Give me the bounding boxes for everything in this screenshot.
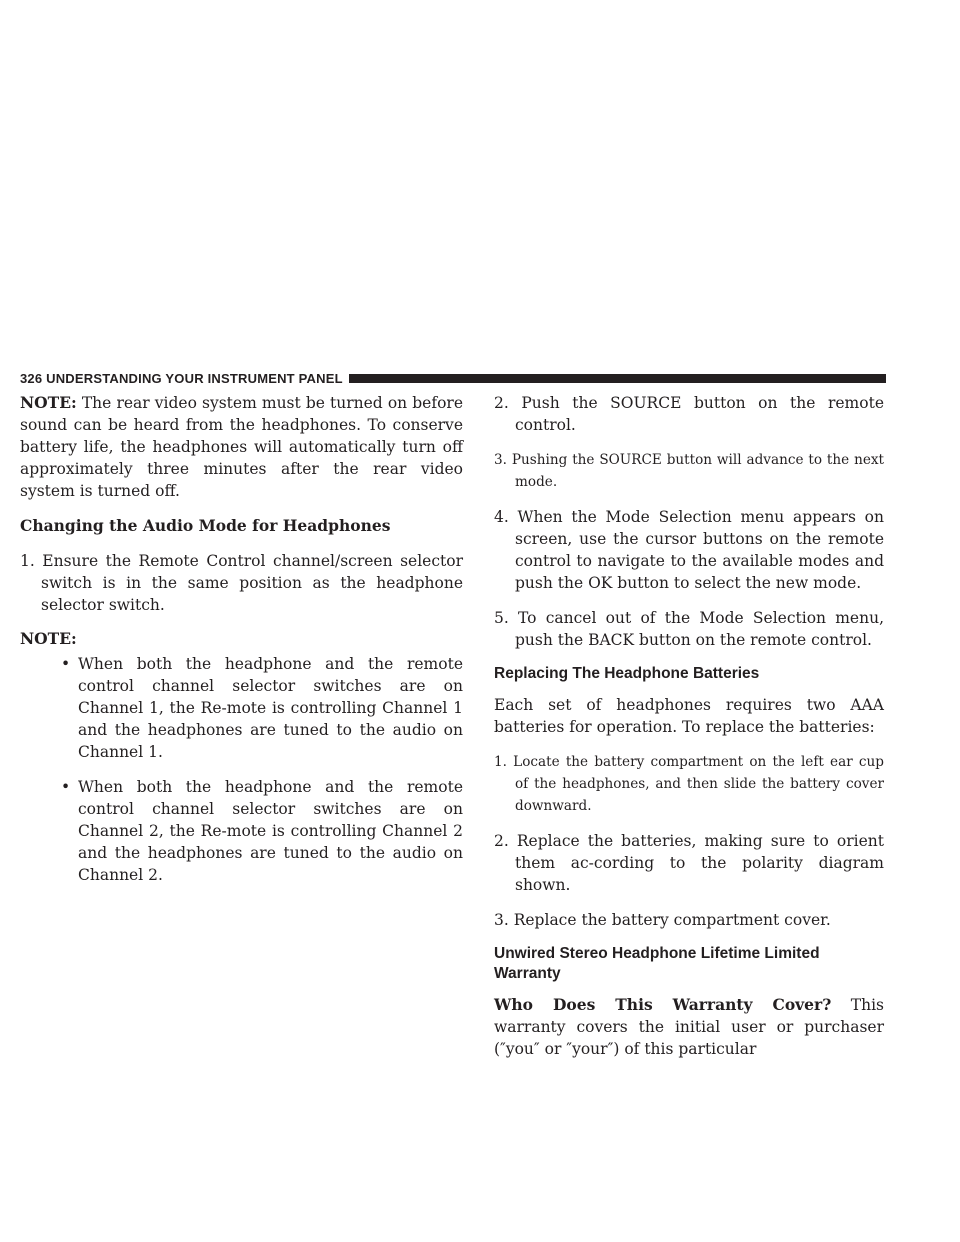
warranty-label: Who Does This Warranty Cover? [494,995,832,1014]
note-label-2: NOTE: [20,629,77,648]
step-4: 4. When the Mode Selection menu appears on screen, use the cursor buttons on the remote control to navigate to the available modes and push the OK button to select the new mode. [494,508,884,592]
bullet-icon: • [61,655,71,673]
step-5: 5. To cancel out of the Mode Selection menu, push the BACK button on the remote control. [494,609,884,649]
warranty-paragraph [494,994,884,1060]
bullet-text: When both the headphone and the remote control channel selector switches are on Channel 2, the Re-mote is controlling Channel 2 and the headphones are tuned to the audio on Channel 2. [78,778,463,884]
step-3: 3. Pushing the SOURCE button will advance to the next mode. [494,452,884,490]
bullet-item [58,653,463,763]
step-2: 2. Push the SOURCE button on the remote control. [494,394,884,434]
subheading-audio-mode: Changing the Audio Mode for Headphones [20,516,391,535]
note-paragraph [20,392,463,502]
section-title: UNDERSTANDING YOUR INSTRUMENT PANEL [46,370,343,386]
note-text: The rear video system must be turned on before sound can be heard from the headphones. To conserve battery life, the headphones will automatically turn off approximately three minutes after the rear video system is turned off. [20,394,463,500]
heading-batteries: Replacing The Headphone Batteries [494,665,760,682]
bullet-item [58,776,463,886]
bullet-icon: • [61,778,71,796]
bullet-text: When both the headphone and the remote control channel selector switches are on Channel 1, the Re-mote is controlling Channel 1 and the headphones are tuned to the audio on Channel 1. [78,655,463,761]
heading-warranty: Unwired Stereo Headphone Lifetime Limited Warranty [494,945,820,982]
header-rule [349,374,886,383]
batteries-intro: Each set of headphones requires two AAA batteries for operation. To replace the batteries: [494,696,884,736]
left-column [20,392,463,899]
battery-step-3: 3. Replace the battery compartment cover. [494,911,831,929]
right-column [494,392,884,1060]
page-header [20,370,886,386]
page-number: 326 [20,370,43,386]
battery-step-1: 1. Locate the battery compartment on the left ear cup of the headphones, and then slide the battery cover downward. [494,754,884,814]
step-1: 1. Ensure the Remote Control channel/screen selector switch is in the same position as the headphone selector switch. [20,552,463,614]
battery-step-2: 2. Replace the batteries, making sure to orient them ac-cording to the polarity diagram shown. [494,832,884,894]
note-label: NOTE: [20,393,77,412]
note-bullets [20,653,463,886]
warranty-text: This warranty covers the initial user or purchaser (″you″ or ″your″) of this particular [494,996,884,1058]
